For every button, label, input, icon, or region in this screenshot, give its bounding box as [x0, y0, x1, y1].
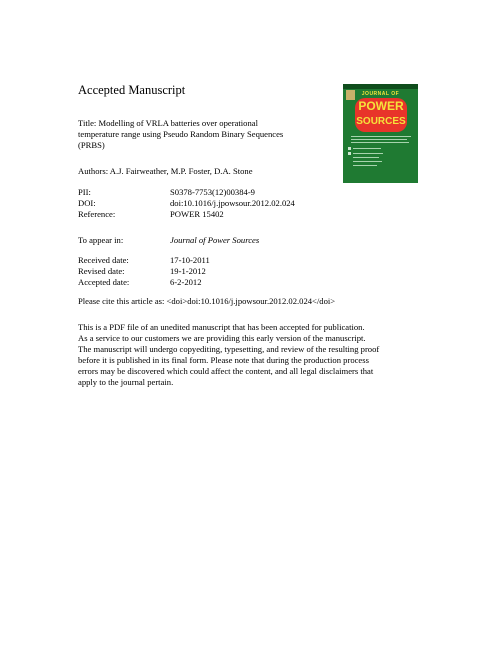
- appear-label: To appear in:: [78, 235, 124, 245]
- article-authors: Authors: A.J. Fairweather, M.P. Foster, D.A. Stone: [78, 166, 253, 176]
- cover-journal-of: JOURNAL OF: [361, 91, 400, 97]
- cover-text-line: [353, 165, 377, 166]
- cover-text-line: [351, 139, 407, 140]
- reference-label: Reference:: [78, 209, 116, 219]
- received-value: 17-10-2011: [170, 255, 210, 265]
- pii-label: PII:: [78, 187, 91, 197]
- reference-value: POWER 15402: [170, 209, 224, 219]
- citation-note: Please cite this article as: <doi>doi:10.1016/j.jpowsour.2012.02.024</doi>: [78, 296, 336, 306]
- title-line: temperature range using Pseudo Random Binary Sequences: [78, 129, 284, 139]
- cover-top-bar: [343, 84, 418, 89]
- cover-word-sources: SOURCES: [356, 116, 406, 127]
- notice-line: The manuscript will undergo copyediting, typesetting, and review of the resulting proof: [78, 344, 380, 354]
- notice-line: This is a PDF file of an unedited manuscript that has been accepted for publication.: [78, 322, 365, 332]
- doi-value: doi:10.1016/j.jpowsour.2012.02.024: [170, 198, 295, 208]
- title-line: Title: Modelling of VRLA batteries over operational: [78, 118, 258, 128]
- notice-line: before it is published in its final form. Please note that during the production process: [78, 355, 369, 365]
- cover-bullet: [348, 152, 351, 155]
- accepted-value: 6-2-2012: [170, 277, 202, 287]
- received-label: Received date:: [78, 255, 129, 265]
- revised-value: 19-1-2012: [170, 266, 206, 276]
- revised-label: Revised date:: [78, 266, 125, 276]
- title-line: (PRBS): [78, 140, 105, 150]
- cover-bullet: [348, 147, 351, 150]
- cover-text-line: [353, 148, 381, 149]
- accepted-label: Accepted date:: [78, 277, 130, 287]
- cover-text-line: [353, 161, 382, 162]
- pii-value: S0378-7753(12)00384-9: [170, 187, 255, 197]
- manuscript-heading: Accepted Manuscript: [78, 83, 186, 97]
- article-title: [78, 118, 328, 151]
- cover-word-power: POWER: [358, 99, 404, 113]
- notice-paragraph: [78, 322, 418, 388]
- notice-line: apply to the journal pertain.: [78, 377, 174, 387]
- cover-text-line: [353, 157, 379, 158]
- notice-line: errors may be discovered which could affect the content, and all legal disclaimers that: [78, 366, 374, 376]
- cover-text-line: [351, 142, 409, 143]
- notice-line: As a service to our customers we are providing this early version of the manuscript.: [78, 333, 366, 343]
- doi-label: DOI:: [78, 198, 96, 208]
- journal-cover: [343, 84, 418, 183]
- cover-text-line: [351, 136, 411, 137]
- journal-name: Journal of Power Sources: [170, 235, 260, 245]
- cover-text-line: [353, 153, 383, 154]
